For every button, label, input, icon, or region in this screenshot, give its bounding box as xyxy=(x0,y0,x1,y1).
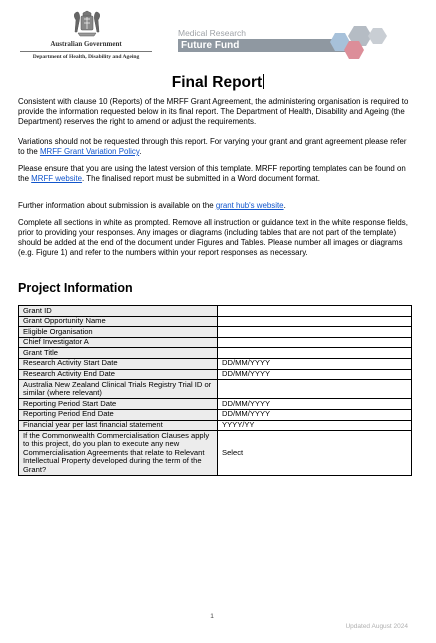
table-row xyxy=(19,431,412,476)
table-row xyxy=(19,348,412,359)
table-row xyxy=(19,337,412,348)
page-title-text: Final Report xyxy=(171,74,263,91)
field-response[interactable] xyxy=(218,337,412,348)
field-response[interactable]: DD/MM/YYYY xyxy=(218,369,412,380)
text-cursor xyxy=(263,74,264,89)
field-response[interactable]: Select xyxy=(218,431,412,476)
page-number: 1 xyxy=(210,613,214,620)
field-response[interactable] xyxy=(218,306,412,317)
instructions-paragraph: Complete all sections in white as prompted. Remove all instruction or guidance text in the white response fields, prior to providing your responses. Any images or diagrams (including tables that are not part of the template) should be added at the end of the document under Figures and Tables. Please number all images or diagrams (e.g. Figure 1) and refer to the numbers within your report responses as necessary. xyxy=(18,218,408,257)
table-row xyxy=(19,306,412,317)
field-label: Research Activity End Date xyxy=(19,369,218,380)
mrff-logo xyxy=(178,22,390,62)
field-response[interactable]: DD/MM/YYYY xyxy=(218,399,412,410)
field-response[interactable] xyxy=(218,348,412,359)
field-response[interactable]: DD/MM/YYYY xyxy=(218,358,412,369)
field-label: Grant ID xyxy=(19,306,218,317)
grant-hub-website-link[interactable]: grant hub's website xyxy=(215,201,284,210)
field-label: Grant Title xyxy=(19,348,218,359)
field-label: Eligible Organisation xyxy=(19,327,218,338)
project-information-table xyxy=(18,305,412,476)
intro-paragraph: Consistent with clause 10 (Reports) of the MRFF Grant Agreement, the administering organisation is required to provide the information requested below in its final report. The Department of Health, Disability and Ageing (the Department) reserves the right to amend or adjust the requirements. xyxy=(18,97,409,126)
field-response[interactable]: YYYY/YY xyxy=(218,420,412,431)
government-name: Australian Government xyxy=(50,40,122,48)
table-row xyxy=(19,327,412,338)
submission-paragraph xyxy=(18,201,414,211)
template-text-end: . The finalised report must be submitted in a Word document format. xyxy=(82,174,320,183)
field-response[interactable] xyxy=(218,316,412,327)
updated-date: Updated August 2024 xyxy=(345,623,408,630)
field-label: Reporting Period End Date xyxy=(19,409,218,420)
table-row xyxy=(19,399,412,410)
submission-text: Further information about submission is available on the xyxy=(18,201,216,210)
mrff-website-link[interactable]: MRFF website xyxy=(31,174,83,183)
mrff-logo-top-text: Medical Research xyxy=(178,28,247,38)
field-label: Australia New Zealand Clinical Trials Registry Trial ID or similar (where relevant) xyxy=(19,380,218,399)
table-row xyxy=(19,380,412,399)
table-row xyxy=(19,409,412,420)
field-label: Grant Opportunity Name xyxy=(19,316,218,327)
table-row xyxy=(19,358,412,369)
mrff-logo-band xyxy=(178,39,348,52)
field-label: Chief Investigator A xyxy=(19,337,218,348)
table-row xyxy=(19,420,412,431)
template-text: Please ensure that you are using the latest version of this template. MRFF reporting templates can be found on the xyxy=(18,164,406,183)
table-row xyxy=(19,316,412,327)
field-label: Financial year per last financial statement xyxy=(19,420,218,431)
page-title[interactable] xyxy=(0,74,436,92)
hexagon-cluster-icon xyxy=(326,22,390,62)
field-label: If the Commonwealth Commercialisation Clauses apply to this project, do you plan to execute any new Commercialisation Agreements that relate to Relevant Intellectual Property developed during the term of the Grant? xyxy=(19,431,218,476)
grant-variation-policy-link[interactable]: MRFF Grant Variation Policy xyxy=(39,147,140,156)
submission-text-end: . xyxy=(283,201,286,210)
field-label: Reporting Period Start Date xyxy=(19,399,218,410)
variation-text-end: . xyxy=(139,147,142,156)
department-name: Department of Health, Disability and Ageing xyxy=(32,54,140,60)
australian-government-logo xyxy=(20,10,152,62)
logo-divider xyxy=(20,51,152,52)
variation-text: Variations should not be requested through this report. For varying your grant and grant agreement please refer to the xyxy=(18,137,407,156)
mrff-logo-band-text: Future Fund xyxy=(181,40,240,51)
field-response[interactable] xyxy=(218,327,412,338)
field-label: Research Activity Start Date xyxy=(19,358,218,369)
field-response[interactable]: DD/MM/YYYY xyxy=(218,409,412,420)
section-heading-project-information: Project Information xyxy=(18,281,133,295)
field-response[interactable] xyxy=(218,380,412,399)
coat-of-arms-icon xyxy=(70,10,104,38)
table-row xyxy=(19,369,412,380)
variation-paragraph xyxy=(18,137,414,157)
template-paragraph xyxy=(18,164,414,184)
